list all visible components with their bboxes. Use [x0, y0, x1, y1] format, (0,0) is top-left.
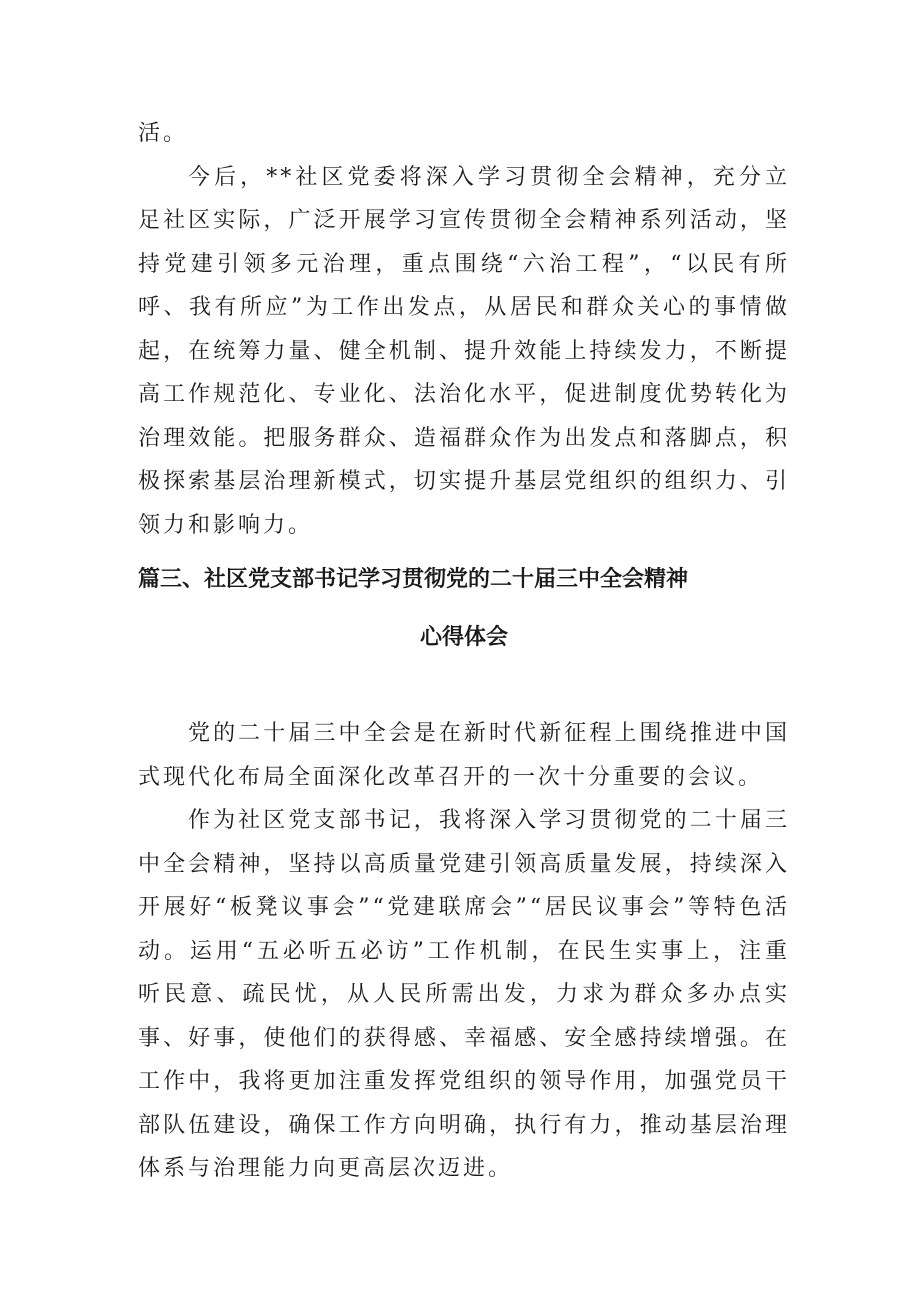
- heading-line-1: 篇三、社区党支部书记学习贯彻党的二十届三中全会精神: [138, 567, 689, 592]
- section-heading: [138, 566, 790, 652]
- section-one-text: [138, 112, 790, 547]
- continuation-text: 活。: [138, 121, 189, 146]
- section-three-text: [138, 712, 790, 1191]
- plenary-intro-paragraph: 党的二十届三中全会是在新时代新征程上围绕推进中国式现代化布局全面深化改革召开的一次十分重要的会议。: [138, 721, 790, 790]
- secretary-commitment-paragraph: 作为社区党支部书记，我将深入学习贯彻党的二十届三中全会精神，坚持以高质量党建引领高质量发展，持续深入开展好“板凳议事会”“党建联席会”“居民议事会”等特色活动。运用“五必听五必访”工作机制，在民生实事上，注重听民意、疏民忧，从人民所需出发，力求为群众多办点实事、好事，使他们的获得感、幸福感、安全感持续增强。在工作中，我将更加注重发挥党组织的领导作用，加强党员干部队伍建设，确保工作方向明确，执行有力，推动基层治理体系与治理能力向更高层次迈进。: [138, 808, 790, 1181]
- future-plan-paragraph: 今后，**社区党委将深入学习贯彻全会精神，充分立足社区实际，广泛开展学习宣传贯彻全会精神系列活动，坚持党建引领多元治理，重点围绕“六治工程”，“以民有所呼、我有所应”为工作出发点，从居民和群众关心的事情做起，在统筹力量、健全机制、提升效能上持续发力，不断提高工作规范化、专业化、法治化水平，促进制度优势转化为治理效能。把服务群众、造福群众作为出发点和落脚点，积极探索基层治理新模式，切实提升基层党组织的组织力、引领力和影响力。: [138, 164, 790, 538]
- heading-line-2: 心得体会: [419, 625, 508, 650]
